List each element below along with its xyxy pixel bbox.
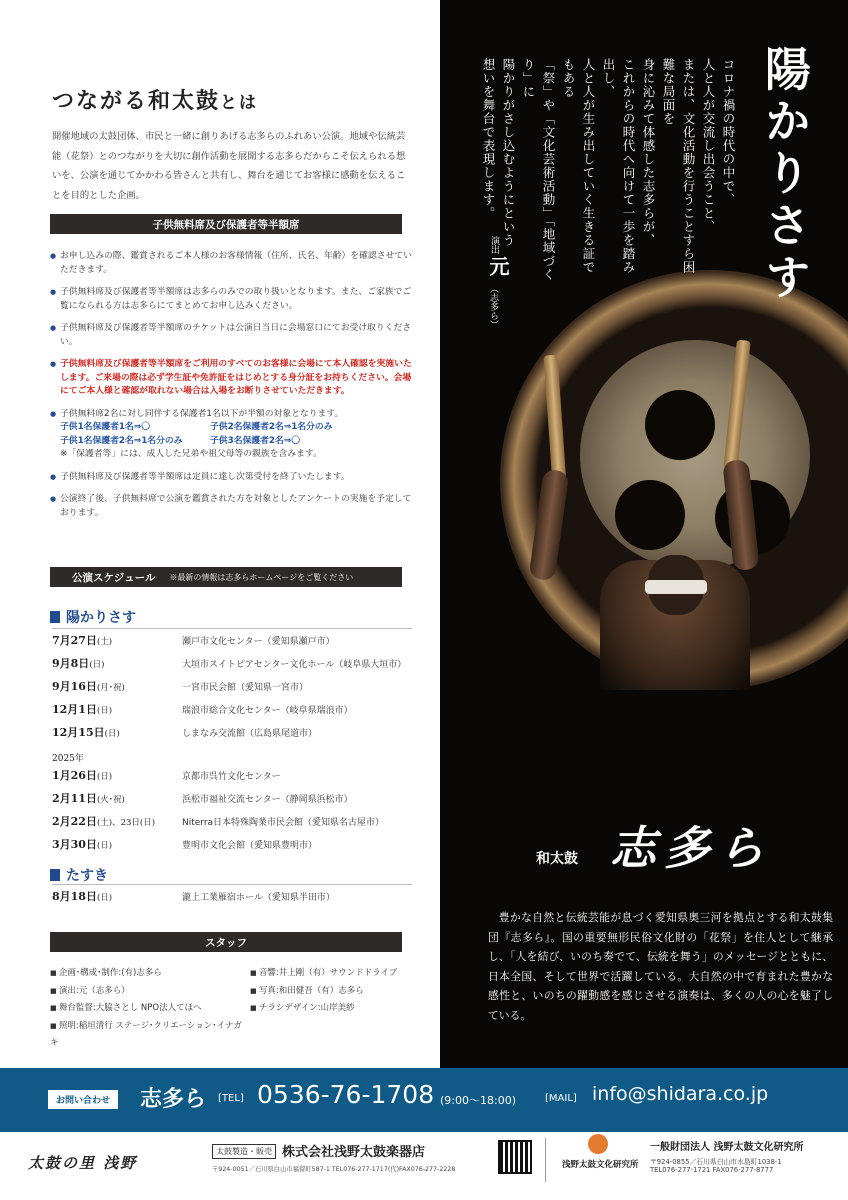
emblem-mark xyxy=(615,480,685,550)
date: 1月26日 xyxy=(52,769,97,782)
hero-title: 陽かりさす xyxy=(758,45,812,305)
date: 2月11日 xyxy=(52,792,97,805)
venue: 豊明市文化会館（愛知県豊明市） xyxy=(182,841,318,851)
dow: (日) xyxy=(96,706,113,716)
divider xyxy=(545,1138,546,1182)
schedule-row xyxy=(52,632,412,655)
schedule-row xyxy=(52,836,412,859)
schedule-bar xyxy=(50,567,402,587)
poem-line: 身に沁みて体感した志多らが、 xyxy=(641,58,656,247)
left-column xyxy=(0,0,440,1068)
staff-item: ■ チラシデザイン:山岸美紗 xyxy=(250,1000,430,1018)
tour-heading-2 xyxy=(50,865,108,885)
schedule-row xyxy=(52,767,412,790)
schedule-row xyxy=(52,888,412,911)
note-item: ● 子供無料席及び保護者等半額席は志多らのみでの取り扱いとなります。また、ご家族でご覧になられる方は志多らにてまとめてお申し込みください。 xyxy=(50,286,415,313)
schedule-list-1 xyxy=(52,632,412,859)
director-label: 演出 xyxy=(489,236,499,254)
dow: (月･祝) xyxy=(96,683,125,693)
dow: (日) xyxy=(96,841,113,851)
date: 12月15日 xyxy=(52,726,105,739)
note-item: ● お申し込みの際、鑑賞されるご本人様のお客様情報（住所、氏名、年齢）を確認させていただきます。 xyxy=(50,250,415,277)
tel-link[interactable]: 0536-76-1708 xyxy=(257,1080,435,1109)
poem-line: または、文化活動を行うことすら困難な局面を xyxy=(661,58,696,274)
schedule-row xyxy=(52,655,412,678)
hero-panel xyxy=(440,0,848,1068)
about-title xyxy=(52,84,258,115)
director-org: （志多ら） xyxy=(488,284,498,329)
schedule-row xyxy=(52,678,412,701)
venue: 瑞浪市総合文化センター（岐阜県瑞浪市） xyxy=(182,706,353,716)
dow: (日) xyxy=(104,729,120,739)
staff-item: ■ 舞台監督:大脇さとし NPO法人てほへ xyxy=(50,1000,250,1018)
note-text: ● 子供無料席2名に対し同伴する保護者1名以下が半額の対象となります。 xyxy=(60,408,344,419)
date: 7月27日 xyxy=(52,634,97,647)
staff-item: ■ 照明:稲垣清行 ステージ･クリエーション･イナガキ xyxy=(50,1018,250,1053)
mail-label: [MAIL] xyxy=(545,1093,577,1104)
foundation-logo: 浅野太鼓文化研究所 xyxy=(562,1160,639,1170)
hero-poem xyxy=(478,58,738,283)
foundation-name: 一般財団法人 浅野太鼓文化研究所 xyxy=(650,1142,804,1153)
maker-address: 〒924-0051／石川県白山市福留町587-1 TEL076-277-1717(代)FAX076-277-2228 xyxy=(212,1166,456,1173)
staff-item: ■ 演出:元（志多ら） xyxy=(50,983,250,1001)
staff-bar xyxy=(50,932,402,952)
brand-logo: 志多ら xyxy=(610,821,772,875)
poem-line: 人と人が交流し出会うこと、 xyxy=(701,58,716,234)
staff-item: ■ 写真:和田健吾（有）志多ら xyxy=(250,983,430,1001)
venue: 瀬戸市文化センター（愛知県瀬戸市） xyxy=(182,637,335,647)
schedule-row xyxy=(52,724,412,747)
date: 3月30日 xyxy=(52,838,97,851)
divider xyxy=(52,628,412,629)
venue: Niterra日本特殊陶業市民会館（愛知県名古屋市） xyxy=(182,818,385,828)
venue: 一宮市民会館（愛知県一宮市） xyxy=(182,683,309,693)
contact-hours: (9:00〜18:00) xyxy=(440,1094,516,1107)
maker-tag: 太鼓製造・販売 xyxy=(212,1144,276,1159)
tour-name: 陽かりさす xyxy=(66,610,136,626)
venue: 浜松市福祉交流センター（静岡県浜松市） xyxy=(182,795,353,805)
emblem-mark xyxy=(645,390,715,460)
contact-name: 志多ら xyxy=(140,1086,207,1112)
divider xyxy=(52,884,412,885)
poem-line: コロナ禍の時代の中で、 xyxy=(721,58,736,207)
venue: 大垣市スイトピアセンター文化ホール（岐阜県大垣市） xyxy=(182,660,407,670)
date: 2月22日 xyxy=(52,815,97,828)
brand-prefix: 和太鼓 xyxy=(536,851,578,867)
note-item: ● 子供無料席及び保護者等半額席は定員に達し次第受付を終了いたします。 xyxy=(50,471,415,485)
heading-marker-icon xyxy=(50,869,60,881)
children-section-title: 子供無料席及び保護者等半額席 xyxy=(152,218,300,231)
tel-label: [TEL] xyxy=(218,1093,244,1104)
heading-marker-icon xyxy=(50,611,60,623)
poem-line: 陽かりがさし込むようにという xyxy=(501,58,516,247)
performer-headband xyxy=(645,580,707,594)
schedule-list-2 xyxy=(52,888,412,911)
poem-line: 想いを舞台で表現します。 xyxy=(481,58,496,220)
date: 8月18日 xyxy=(52,890,97,903)
staff-item: ■ 企画･構成･制作:(有)志多ら xyxy=(50,965,250,983)
sponsor-strip xyxy=(0,1132,848,1200)
children-section-bar xyxy=(50,214,402,234)
director-name: 元 xyxy=(486,256,510,276)
children-notes xyxy=(50,250,415,529)
date: 9月16日 xyxy=(52,680,97,693)
schedule-row xyxy=(52,701,412,724)
venue: 瀧上工業雁宿ホール（愛知県半田市） xyxy=(182,893,335,903)
dow: (土)、23日(日) xyxy=(96,818,156,828)
note-item-warning: ● 子供無料席及び保護者等半額席をご利用のすべてのお客様に会場にて本人確認を実施いたします。ご来場の際は必ず学生証や免許証をはじめとする身分証をお持ちください。会場にてご本人様と確認が取れない場合は入場をお断りさせていただきます。 xyxy=(50,358,415,399)
hero-intro: 豊かな自然と伝統芸能が息づく愛知県奥三河を拠点とする和太鼓集団『志多ら』。国の重要無形民俗文化財の「花祭」を住人として継承し、「人を結び、いのち奏でて、伝統を舞う」のメッセージとともに、日本全国、そして世界で活躍している。大自然の中で育まれた豊かな感性と、いのちの躍動感を感じさせる演奏は、多くの人の心を魅了している。 xyxy=(488,911,833,1022)
schedule-title: 公演スケジュール xyxy=(72,571,156,584)
tour-heading-1 xyxy=(50,607,136,627)
venue: 京都市呉竹文化センター xyxy=(182,772,281,782)
date: 12月1日 xyxy=(52,703,97,716)
note-item xyxy=(50,408,415,462)
dow: (土) xyxy=(96,637,113,647)
contact-bar xyxy=(0,1068,848,1132)
staff-list-right xyxy=(250,965,430,1018)
about-body: 開催地域の太鼓団体、市民と一緒に創りあげる志多らのふれあい公演。地域や伝統芸能（花祭）とのつながりを大切に創作活動を展開する志多らだからこそ伝えられる想いを、公演を通じてかかわる皆さんと共有し、舞台を通じてお客様に感動を伝えることを目的とした企画。 xyxy=(52,131,406,201)
staff-list-left xyxy=(50,965,250,1053)
qr-code-icon[interactable] xyxy=(498,1140,532,1174)
maker-name: 株式会社浅野太鼓楽器店 xyxy=(282,1145,426,1160)
mail-link[interactable]: info@shidara.co.jp xyxy=(592,1083,769,1105)
schedule-row xyxy=(52,790,412,813)
poem-line: 「祭」や「文化芸術活動」「地域づくり」に xyxy=(521,58,556,282)
dow: (日) xyxy=(96,893,113,903)
poem-line: これからの時代へ向けて一歩を踏み出し、 xyxy=(601,58,636,274)
schedule-row xyxy=(52,813,412,836)
year-label: 2025年 xyxy=(52,754,84,764)
foundation-address: 〒924-0855／石川県白山市水島町1038-1 xyxy=(650,1158,782,1166)
staff-title: スタッフ xyxy=(205,936,247,949)
combo: 子供1名保護者2名⇒1名分のみ xyxy=(60,435,183,446)
asano-logo: 太鼓の里 浅野 xyxy=(28,1154,138,1172)
dow: (日) xyxy=(96,772,113,782)
foundation-phone: TEL076-277-1721 FAX076-277-8777 xyxy=(650,1166,774,1174)
contact-label: お問い合わせ xyxy=(48,1090,118,1109)
dow: (日) xyxy=(89,660,105,670)
poem-line: 人と人が生み出していく生きる証でもある xyxy=(561,58,596,274)
staff-item: ■ 音響:井上剛（有）サウンドドライブ xyxy=(250,965,430,983)
schedule-note: ※最新の情報は志多らホームページをご覧ください xyxy=(169,572,354,582)
about-title-suffix: とは xyxy=(220,93,259,113)
tour-name: たすき xyxy=(66,868,108,884)
date: 9月8日 xyxy=(52,657,90,670)
combo: 子供2名保護者2名⇒1名分のみ xyxy=(210,422,333,432)
venue: しまなみ交流館（広島県尾道市） xyxy=(182,729,318,739)
foundation-emblem-icon xyxy=(588,1134,608,1154)
combo: 子供1名保護者1名⇒〇 xyxy=(60,422,150,432)
note-item: ● 公演終了後、子供無料席で公演を鑑賞された方を対象としたアンケートの実施を予定しております。 xyxy=(50,493,415,520)
dow: (火･祝) xyxy=(96,795,125,805)
about-title-main: つながる和太鼓 xyxy=(52,88,221,114)
combo: 子供3名保護者2名⇒〇 xyxy=(210,435,300,446)
note-sub: ※「保護者等」には、成人した兄弟や祖父母等の親族を含みます。 xyxy=(60,449,322,459)
note-item: ● 子供無料席及び保護者等半額席のチケットは公演日当日に会場窓口にてお受け取りください。 xyxy=(50,322,415,349)
